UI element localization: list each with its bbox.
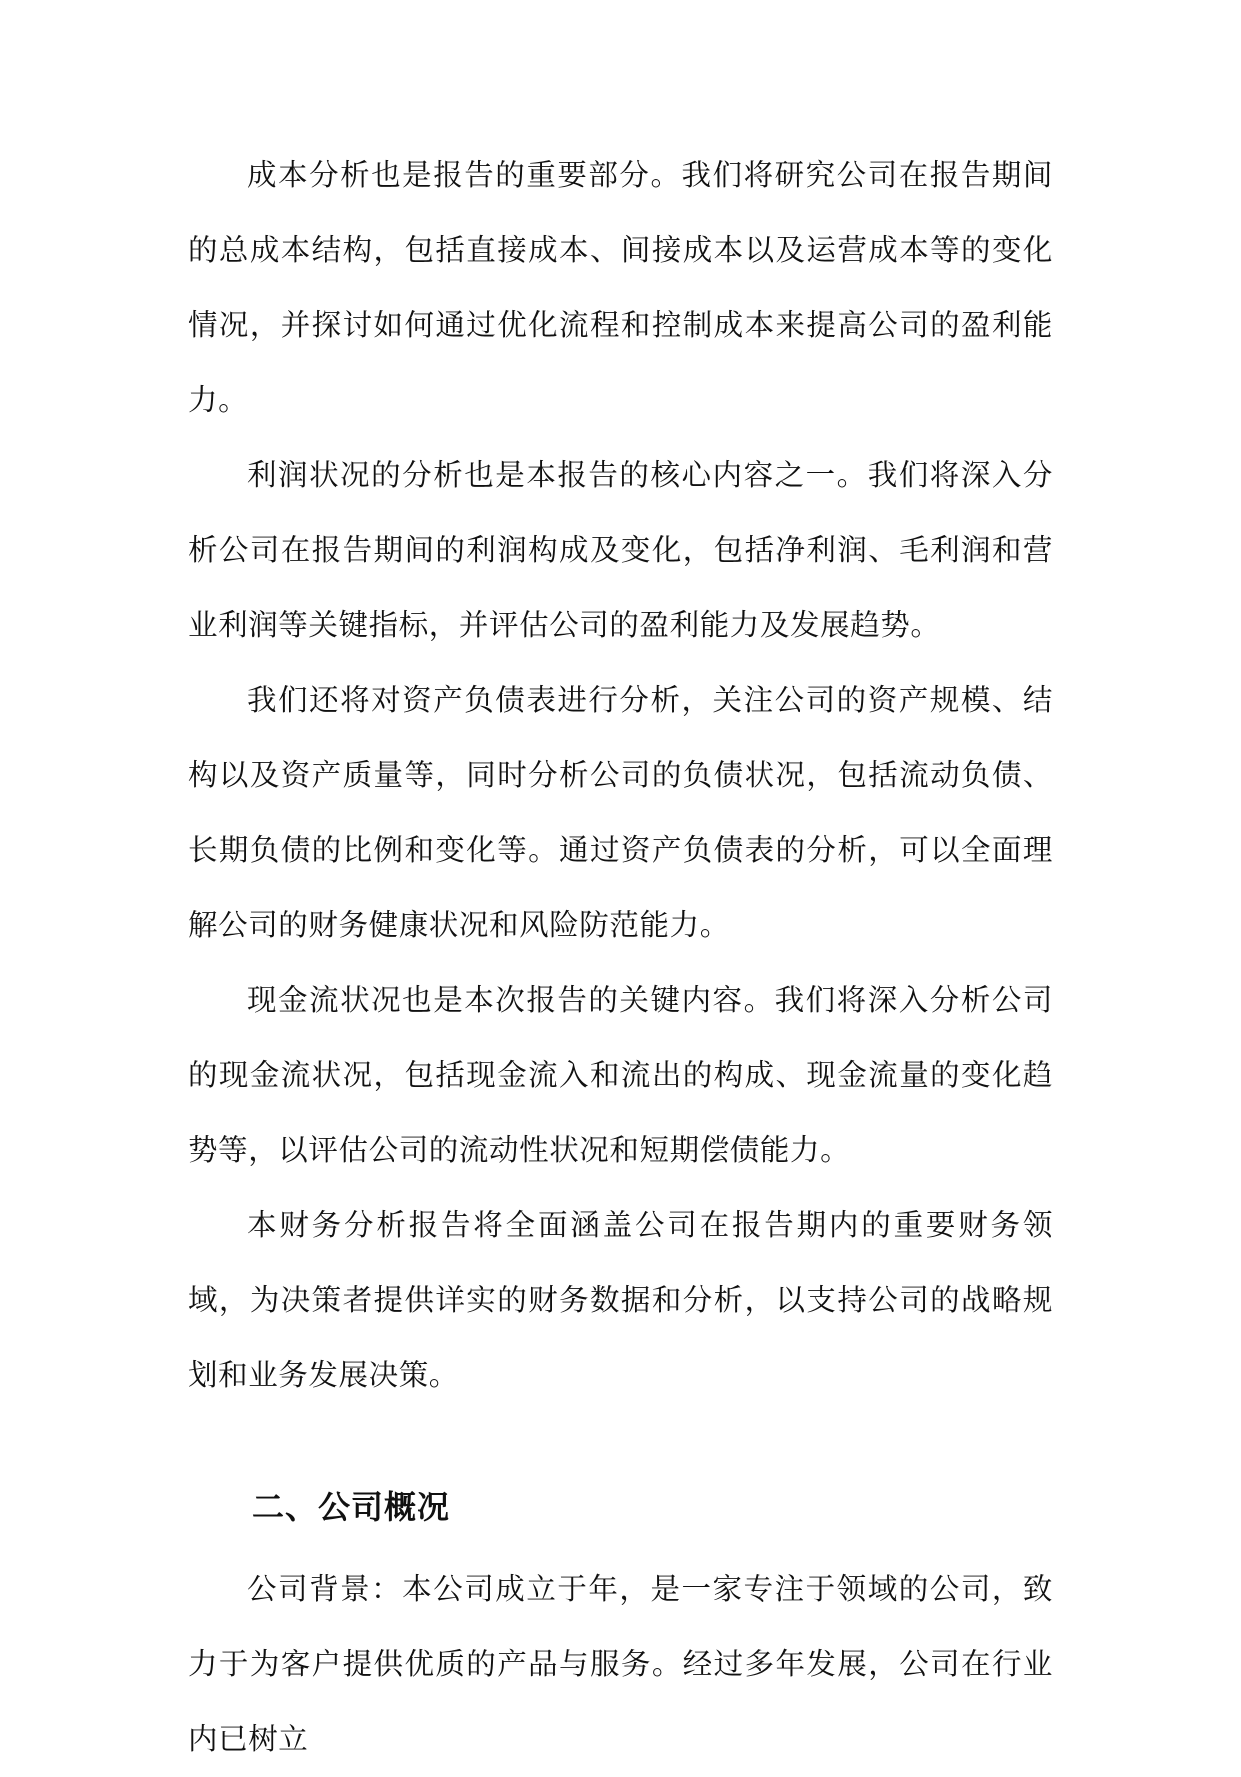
paragraph-balance-sheet: 我们还将对资产负债表进行分析，关注公司的资产规模、结构以及资产质量等，同时分析公司的负债状况，包括流动负债、长期负债的比例和变化等。通过资产负债表的分析，可以全面理解公司的财务健康状况和风险防范能力。 [188,683,1053,942]
paragraph-company-background: 公司背景：本公司成立于年，是一家专注于领域的公司，致力于为客户提供优质的产品与服务。经过多年发展，公司在行业内已树立 [188,1572,1053,1756]
document-body [188,138,1053,1777]
section-heading: 二、公司概况 [252,1488,451,1526]
paragraph-profit-analysis: 利润状况的分析也是本报告的核心内容之一。我们将深入分析公司在报告期间的利润构成及变化，包括净利润、毛利润和营业利润等关键指标，并评估公司的盈利能力及发展趋势。 [188,458,1053,642]
paragraph-cost-analysis: 成本分析也是报告的重要部分。我们将研究公司在报告期间的总成本结构，包括直接成本、间接成本以及运营成本等的变化情况，并探讨如何通过优化流程和控制成本来提高公司的盈利能力。 [188,158,1053,417]
paragraph-report-scope: 本财务分析报告将全面涵盖公司在报告期内的重要财务领域，为决策者提供详实的财务数据和分析，以支持公司的战略规划和业务发展决策。 [188,1208,1053,1392]
paragraph-cash-flow: 现金流状况也是本次报告的关键内容。我们将深入分析公司的现金流状况，包括现金流入和流出的构成、现金流量的变化趋势等，以评估公司的流动性状况和短期偿债能力。 [188,983,1053,1167]
